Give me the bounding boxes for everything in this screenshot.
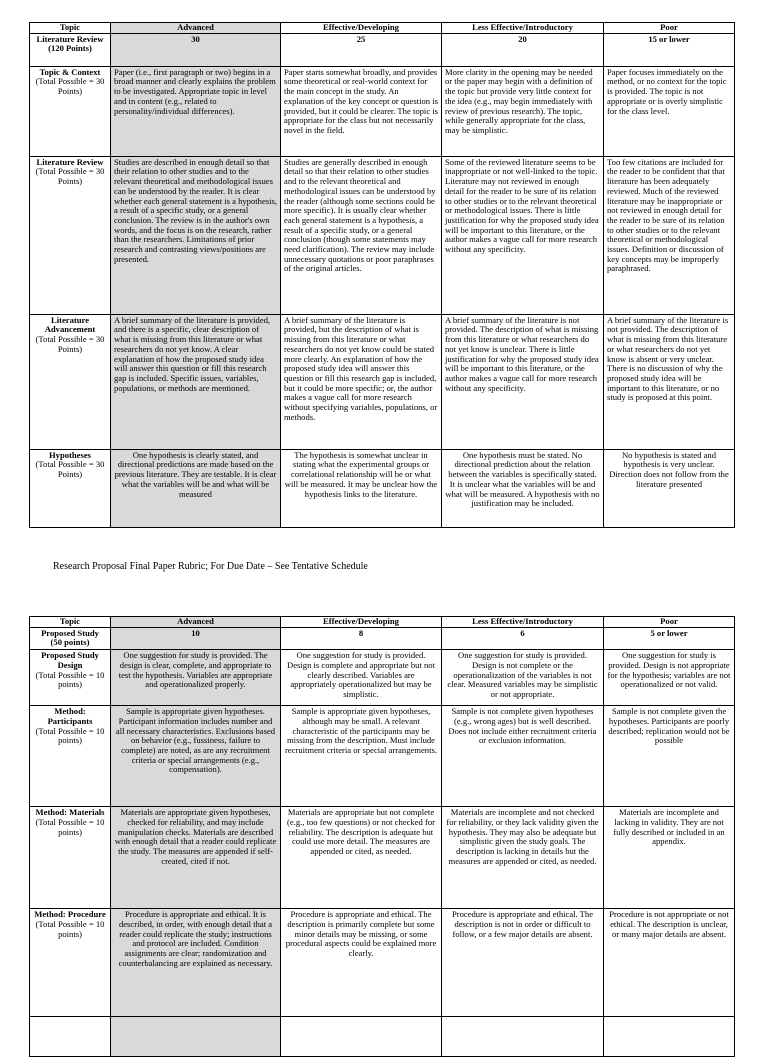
criterion-cell: [30, 909, 111, 1017]
criterion-name: Hypotheses: [48, 449, 92, 460]
table-row: [30, 807, 735, 909]
cell-advanced: One hypothesis is clearly stated, and directional predictions are made based on the previous literature. They are testable. It is clear what the variables will be and what will be measured: [111, 449, 281, 527]
rubric-caption: Research Proposal Final Paper Rubric; For Due Date – See Tentative Schedule: [53, 561, 368, 572]
cell-advanced: Paper (i.e., first paragraph or two) begins in a broad manner and clearly explains the problem to be investigated. Appropriate topic in level and in content (e.g., related to personality/individual differences).: [111, 66, 281, 156]
section-row: [30, 627, 735, 649]
section-title: [30, 627, 111, 649]
cell-effective: [281, 1017, 442, 1057]
cell-less-effective: One hypothesis must be stated. No directional prediction about the relation between the variables is specifically stated. It is unclear what the variables will be and what will be measured. A hypothesis with no justification may be included.: [442, 449, 604, 527]
header-row: [30, 23, 735, 34]
criterion-name: Proposed Study Design: [41, 650, 99, 670]
score-less-effective: 20: [442, 33, 604, 66]
header-poor: Poor: [604, 617, 735, 628]
cell-effective: Materials are appropriate but not complete (e.g., too few questions) or not checked for reliability. The description is adequate but could use more detail. The measures are appended or cited, as needed.: [281, 807, 442, 909]
table-row: [30, 314, 735, 449]
criterion-points: (Total Possible = 30 Points): [35, 166, 105, 187]
cell-advanced: A brief summary of the literature is provided, and there is a specific, clear description of what is missing from this literature or what researchers do not yet know. A clear explanation of how the proposed study idea will answer this question or fill this research gap is included. Specific issues, variables, populations, or methods are mentioned.: [111, 314, 281, 449]
cell-effective: Sample is appropriate given hypotheses, although may be small. A relevant characteristic of the participants may be missing from the description. Must include recruitment criteria or special arrangements.: [281, 706, 442, 807]
cell-effective: One suggestion for study is provided. Design is complete and appropriate but not clearly described. Variables are appropriately operationalized but may be simplistic.: [281, 650, 442, 706]
header-topic: Topic: [30, 617, 111, 628]
cell-poor: Materials are incomplete and lacking in validity. They are not fully described or included in an appendix.: [604, 807, 735, 909]
cell-poor: No hypothesis is stated and hypothesis is very unclear. Direction does not follow from the literature presented: [604, 449, 735, 527]
cell-poor: Too few citations are included for the reader to be confident that that literature has been adequately reviewed. Much of the reviewed literature may be inappropriate or not reviewed in enough detail for the reader to be sure of its relation to other studies or to the relevant theoretical or methodological issues. Definition or discussion of key concepts may be improperly paraphrased.: [604, 156, 735, 314]
cell-less-effective: One suggestion for study is provided. Design is not complete or the operationalization of the variables is not clear. Measured variables may be simplistic or not appropriate.: [442, 650, 604, 706]
cell-less-effective: [442, 1017, 604, 1057]
score-advanced: 10: [111, 627, 281, 649]
cell-less-effective: A brief summary of the literature is not provided. The description of what is missing from this literature or what researchers do not yet know is unclear. There is little justification for why the proposed study idea will be important to this literature, or the author makes a vague call for more research without any specificity.: [442, 314, 604, 449]
rubric-table-proposed-study: [29, 616, 735, 1057]
table-row: [30, 706, 735, 807]
cell-advanced: Procedure is appropriate and ethical. It is described, in order, with enough detail that a reader could replicate the study; instructions and protocol are included. Condition assignments are clear; randomization and counterbalancing are explained as necessary.: [111, 909, 281, 1017]
cell-advanced: [111, 1017, 281, 1057]
section-name: Proposed Study: [41, 627, 99, 638]
table-row: [30, 449, 735, 527]
cell-effective: A brief summary of the literature is provided, but the description of what is missing from this literature or what researchers do not yet know could be stated more clearly. An explanation of how the proposed study idea will answer this question or fill this research gap is included, but it could be more specific; or, the author makes a vague call for more research without specifying variables, populations, or methods.: [281, 314, 442, 449]
criterion-cell: [30, 650, 111, 706]
header-effective: Effective/Developing: [281, 23, 442, 34]
cell-advanced: Materials are appropriate given hypotheses, checked for reliability, and may include manipulation checks. Materials are described with enough detail that a reader could replicate the study. The measures are appended if self-created, cited if not.: [111, 807, 281, 909]
score-poor: 15 or lower: [604, 33, 735, 66]
section-title: [30, 33, 111, 66]
criterion-cell: [30, 449, 111, 527]
criterion-points: (Total Possible = 10 points): [35, 725, 105, 746]
score-effective: 8: [281, 627, 442, 649]
cell-poor: Procedure is not appropriate or not ethical. The description is unclear, or many major details are absent.: [604, 909, 735, 1017]
cell-advanced: Studies are described in enough detail so that their relation to other studies and to the relevant theoretical and methodological issues can be understood by the reader. It is clear whether each general statement is a hypothesis, a result of a specific study, or a general conclusion. The review is in the author's own words, and the focus is on the research, rather than the researchers. Limitations of prior research and contrasting views/positions are presented.: [111, 156, 281, 314]
cell-poor: A brief summary of the literature is not provided. The description of what is missing from this literature or what researchers do not yet know is absent or very unclear. There is no discussion of why the proposed study idea will be important to this literature, or no study is proposed at this point.: [604, 314, 735, 449]
criterion-points: (Total Possible = 10 points): [35, 816, 105, 837]
table-row: [30, 1017, 735, 1057]
section-points: (120 Points): [48, 43, 92, 54]
criterion-name: Literature Advancement: [44, 314, 96, 335]
cell-less-effective: Procedure is appropriate and ethical. The description is not in order or difficult to follow, or a few major details are absent.: [442, 909, 604, 1017]
section-points: (50 points): [50, 637, 90, 648]
header-advanced: Advanced: [111, 617, 281, 628]
table-row: [30, 909, 735, 1017]
criterion-cell: [30, 807, 111, 909]
cell-less-effective: Sample is not complete given hypotheses (e.g., wrong ages) but is well described. Does not include either recruitment criteria or exclusion information.: [442, 706, 604, 807]
cell-less-effective: More clarity in the opening may be needed or the paper may begin with a definition of the topic but provide very little context for the idea (e.g., may begin immediately with review of previous research). The topic, while generally appropriate for the class, may be simplistic.: [442, 66, 604, 156]
criterion-name: Literature Review: [36, 156, 104, 167]
criterion-name: Method: Participants: [47, 706, 93, 726]
cell-effective: Studies are generally described in enough detail so that their relation to other studies and to the relevant theoretical and methodological issues can be understood by the reader (although some sections could be more specific). It is usually clear whether each general statement is a hypothesis, a result of a specific study, or a general conclusion (though some statements may need clarification). The review may include unnecessary quotations or poor paraphrases of the original articles.: [281, 156, 442, 314]
score-less-effective: 6: [442, 627, 604, 649]
rubric-table-literature-review: [29, 22, 735, 528]
criterion-points: (Total Possible = 10 points): [35, 918, 105, 939]
table-row: [30, 650, 735, 706]
score-effective: 25: [281, 33, 442, 66]
table-row: [30, 156, 735, 314]
section-name: Literature Review: [36, 33, 104, 44]
criterion-cell: [30, 1017, 111, 1057]
criterion-cell: [30, 156, 111, 314]
header-row: [30, 617, 735, 628]
criterion-name: Topic & Context: [39, 66, 101, 77]
cell-less-effective: Materials are incomplete and not checked for reliability, or they lack validity given the hypothesis. They may also be adequate but simplistic given the study goals. The description is lacking in details but the measures are appended or cited, as needed.: [442, 807, 604, 909]
cell-less-effective: Some of the reviewed literature seems to be inappropriate or not well-linked to the topic. Literature may not reviewed in enough detail for the reader to be sure of its relation to other studies or to the relevant theoretical or methodological issues. There is little justification for why the proposed study idea will be important to this literature, or the author makes a vague call for more research without any specificity.: [442, 156, 604, 314]
criterion-cell: [30, 314, 111, 449]
cell-advanced: Sample is appropriate given hypotheses. Participant information includes number and all necessary characteristics. Exclusions based on behavior (e.g., fussiness, failure to complete) are noted, as are any recruitment criteria or special arrangements (e.g., compensation).: [111, 706, 281, 807]
cell-effective: The hypothesis is somewhat unclear in stating what the experimental groups or correlational relationship will be or what will be measured. It may be unclear how the hypothesis links to the literature.: [281, 449, 442, 527]
criterion-cell: [30, 706, 111, 807]
criterion-name: Method: Materials: [35, 807, 105, 818]
criterion-name: Method: Procedure: [34, 909, 106, 920]
header-less-effective: Less Effective/Introductory: [442, 617, 604, 628]
header-less-effective: Less Effective/Introductory: [442, 23, 604, 34]
criterion-points: (Total Possible = 30 Points): [35, 459, 105, 480]
header-effective: Effective/Developing: [281, 617, 442, 628]
cell-advanced: One suggestion for study is provided. The design is clear, complete, and appropriate to test the hypothesis. Variables are appropriate and operationalized properly.: [111, 650, 281, 706]
criterion-points: (Total Possible = 30 Points): [35, 76, 105, 97]
cell-effective: Procedure is appropriate and ethical. The description is primarily complete but some minor details may be missing, or some procedural aspects could be explained more clearly.: [281, 909, 442, 1017]
criterion-points: (Total Possible = 10 points): [35, 669, 105, 690]
criterion-points: (Total Possible = 30 Points): [35, 334, 105, 354]
section-row: [30, 33, 735, 66]
header-advanced: Advanced: [111, 23, 281, 34]
cell-poor: Sample is not complete given the hypotheses. Participants are poorly described; replication would not be possible: [604, 706, 735, 807]
cell-poor: [604, 1017, 735, 1057]
cell-poor: Paper focuses immediately on the method, or no context for the topic is provided. The topic is not appropriate or is overly simplistic for the class level.: [604, 66, 735, 156]
score-advanced: 30: [111, 33, 281, 66]
header-topic: Topic: [30, 23, 111, 34]
cell-effective: Paper starts somewhat broadly, and provides some theoretical or real-world context for the main concept in the study. An explanation of the key concept or question is provided, but it could be clearer. The topic is appropriate for the class but not necessarily novel in the field.: [281, 66, 442, 156]
score-poor: 5 or lower: [604, 627, 735, 649]
cell-poor: One suggestion for study is provided. Design is not appropriate for the hypothesis; variables are not operationalized or not valid.: [604, 650, 735, 706]
criterion-cell: [30, 66, 111, 156]
table-row: [30, 66, 735, 156]
header-poor: Poor: [604, 23, 735, 34]
